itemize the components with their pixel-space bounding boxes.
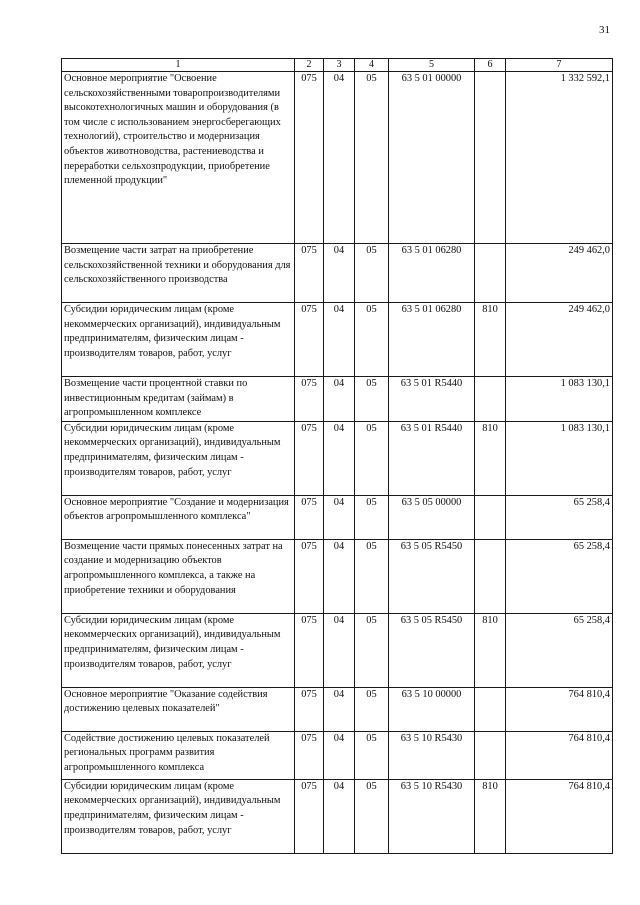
amount-cell: 764 810,4 [506,731,613,779]
expense-type-cell: 810 [475,613,506,687]
expense-type-cell [475,687,506,731]
expense-type-cell: 810 [475,421,506,495]
target-code-cell: 63 5 01 R5440 [389,377,475,422]
subsection-code-cell: 05 [355,613,389,687]
target-code-cell: 63 5 10 00000 [389,687,475,731]
table-row [62,495,613,539]
amount-cell: 249 462,0 [506,244,613,303]
expense-name-cell: Возмещение части прямых понесенных затрат на создание и модернизацию объектов агропромышленного комплекса, а также на приобретение техники и оборудования [62,539,295,613]
section-code-cell: 04 [324,539,355,613]
target-code-cell: 63 5 01 06280 [389,303,475,377]
target-code-cell: 63 5 10 R5430 [389,731,475,779]
ministry-code-cell: 075 [295,377,324,422]
table-row [62,377,613,422]
expense-name-cell: Основное мероприятие "Освоение сельскохозяйственными товаропроизводителями высокотехнологичных машин и оборудования (в том числе с использованием энергосберегающих технологий), строительство и модернизация объектов животноводства, растениеводства и переработки сельхозпродукции, приобретение племенной продукции" [62,72,295,244]
expense-name-cell: Возмещение части затрат на приобретение сельскохозяйственной техники и оборудования для сельскохозяйственного производства [62,244,295,303]
table-row [62,687,613,731]
target-code-cell: 63 5 05 R5450 [389,613,475,687]
column-header-4: 4 [355,59,389,72]
column-header-6: 6 [475,59,506,72]
expense-name-cell: Возмещение части процентной ставки по инвестиционным кредитам (займам) в агропромышленном комплексе [62,377,295,422]
section-code-cell: 04 [324,731,355,779]
target-code-cell: 63 5 01 06280 [389,244,475,303]
section-code-cell: 04 [324,687,355,731]
expense-name-cell: Субсидии юридическим лицам (кроме некоммерческих организаций), индивидуальным предпринимателям, физическим лицам - производителям товаров, работ, услуг [62,421,295,495]
column-header-1: 1 [62,59,295,72]
subsection-code-cell: 05 [355,244,389,303]
section-code-cell: 04 [324,779,355,853]
subsection-code-cell: 05 [355,303,389,377]
amount-cell: 65 258,4 [506,613,613,687]
table-row [62,421,613,495]
target-code-cell: 63 5 05 00000 [389,495,475,539]
target-code-cell: 63 5 10 R5430 [389,779,475,853]
ministry-code-cell: 075 [295,495,324,539]
section-code-cell: 04 [324,377,355,422]
amount-cell: 65 258,4 [506,539,613,613]
expense-name-cell: Субсидии юридическим лицам (кроме некоммерческих организаций), индивидуальным предпринимателям, физическим лицам - производителям товаров, работ, услуг [62,779,295,853]
amount-cell: 65 258,4 [506,495,613,539]
expense-name-cell: Основное мероприятие "Оказание содействия достижению целевых показателей" [62,687,295,731]
ministry-code-cell: 075 [295,687,324,731]
subsection-code-cell: 05 [355,731,389,779]
expense-name-cell: Субсидии юридическим лицам (кроме некоммерческих организаций), индивидуальным предпринимателям, физическим лицам - производителям товаров, работ, услуг [62,613,295,687]
subsection-code-cell: 05 [355,72,389,244]
table-row [62,72,613,244]
expense-type-cell: 810 [475,779,506,853]
amount-cell: 764 810,4 [506,687,613,731]
section-code-cell: 04 [324,303,355,377]
ministry-code-cell: 075 [295,779,324,853]
column-header-3: 3 [324,59,355,72]
subsection-code-cell: 05 [355,687,389,731]
amount-cell: 1 083 130,1 [506,421,613,495]
subsection-code-cell: 05 [355,377,389,422]
table-row [62,613,613,687]
subsection-code-cell: 05 [355,421,389,495]
ministry-code-cell: 075 [295,731,324,779]
table-row [62,244,613,303]
expense-name-cell: Содействие достижению целевых показателей региональных программ развития агропромышленного комплекса [62,731,295,779]
expense-type-cell [475,244,506,303]
column-header-7: 7 [506,59,613,72]
section-code-cell: 04 [324,613,355,687]
ministry-code-cell: 075 [295,613,324,687]
section-code-cell: 04 [324,421,355,495]
expense-type-cell [475,731,506,779]
column-header-2: 2 [295,59,324,72]
table-row [62,779,613,853]
column-header-5: 5 [389,59,475,72]
table-row [62,539,613,613]
amount-cell: 249 462,0 [506,303,613,377]
expense-type-cell [475,495,506,539]
section-code-cell: 04 [324,495,355,539]
expense-type-cell [475,377,506,422]
ministry-code-cell: 075 [295,539,324,613]
expense-type-cell [475,72,506,244]
page-number: 31 [599,24,610,36]
budget-table [61,58,613,854]
ministry-code-cell: 075 [295,244,324,303]
column-number-header-row [62,59,613,72]
expense-name-cell: Субсидии юридическим лицам (кроме некоммерческих организаций), индивидуальным предпринимателям, физическим лицам - производителям товаров, работ, услуг [62,303,295,377]
expense-name-cell: Основное мероприятие "Создание и модернизация объектов агропромышленного комплекса" [62,495,295,539]
expense-type-cell [475,539,506,613]
table-row [62,731,613,779]
amount-cell: 1 332 592,1 [506,72,613,244]
section-code-cell: 04 [324,72,355,244]
subsection-code-cell: 05 [355,495,389,539]
target-code-cell: 63 5 01 R5440 [389,421,475,495]
amount-cell: 764 810,4 [506,779,613,853]
ministry-code-cell: 075 [295,303,324,377]
expense-type-cell: 810 [475,303,506,377]
ministry-code-cell: 075 [295,421,324,495]
ministry-code-cell: 075 [295,72,324,244]
subsection-code-cell: 05 [355,539,389,613]
table-row [62,303,613,377]
amount-cell: 1 083 130,1 [506,377,613,422]
target-code-cell: 63 5 01 00000 [389,72,475,244]
subsection-code-cell: 05 [355,779,389,853]
section-code-cell: 04 [324,244,355,303]
target-code-cell: 63 5 05 R5450 [389,539,475,613]
